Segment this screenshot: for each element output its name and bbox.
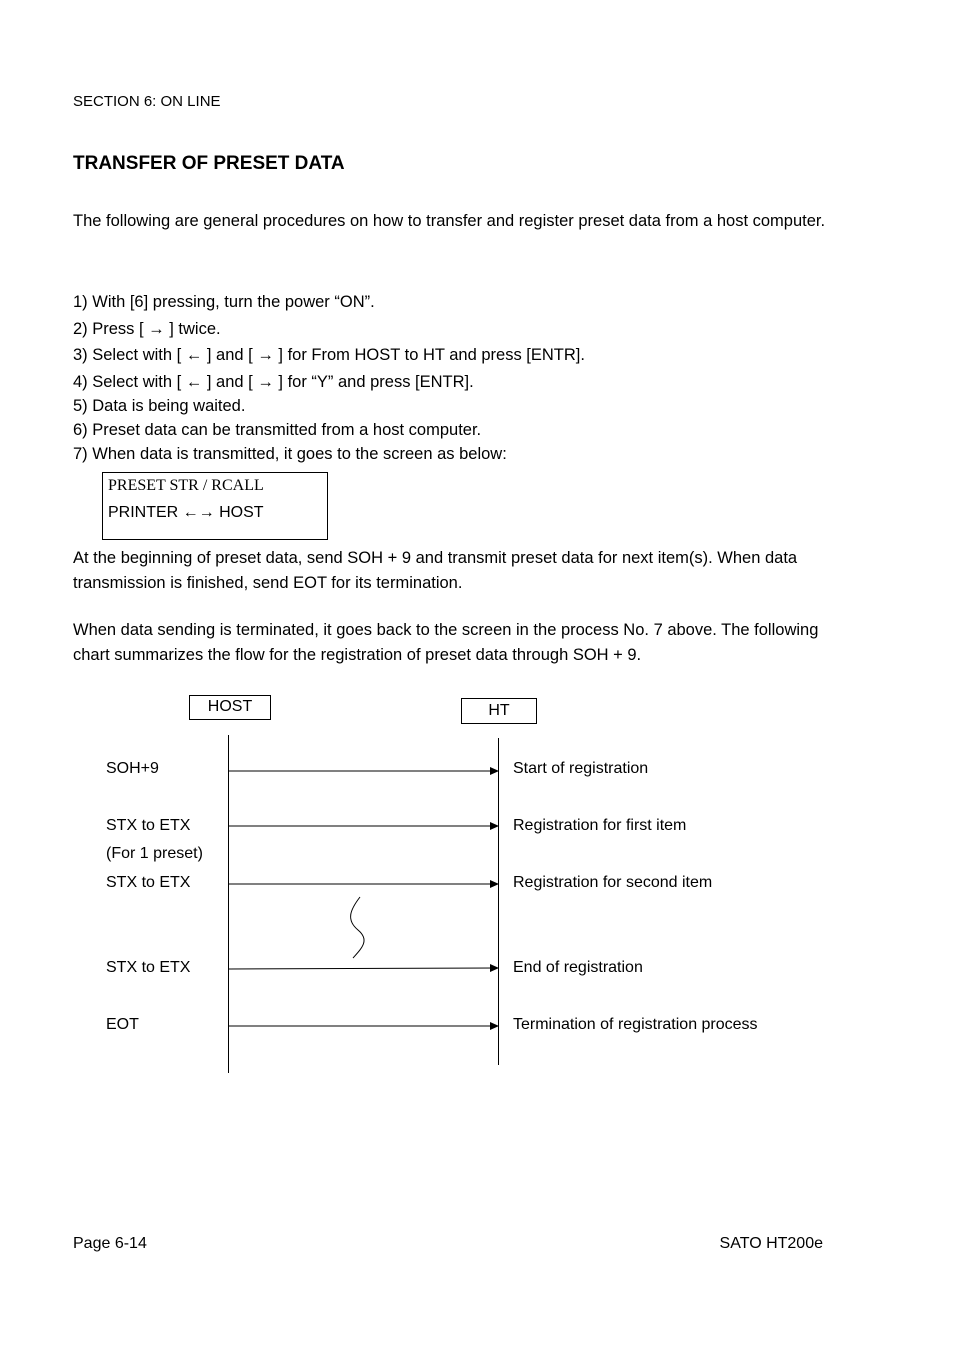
step-3: 3) Select with [ ← ] and [ → ] for From HOST to HT and press [ENTR]. (73, 346, 585, 364)
flow-right-label-5: Termination of registration process (513, 1016, 758, 1033)
flow-left-label-4: STX to ETX (106, 959, 191, 976)
step-7: 7) When data is transmitted, it goes to the screen as below: (73, 445, 507, 463)
host-node: HOST (189, 695, 271, 720)
paragraph-transmission: At the beginning of preset data, send SOH + 9 and transmit preset data for next item(s). When data transmission is finished, send EOT for its termination. (73, 549, 798, 592)
flow-left-label-1: SOH+9 (106, 760, 159, 777)
ht-node: HT (461, 698, 537, 724)
footer-product-name: SATO HT200e (719, 1235, 823, 1252)
section-header: SECTION 6: ON LINE (73, 93, 221, 110)
flow-right-label-4: End of registration (513, 959, 643, 976)
flow-note-one-preset: (For 1 preset) (106, 845, 203, 862)
screen-line-1: PRESET STR / RCALL (108, 477, 264, 494)
step-6: 6) Preset data can be transmitted from a host computer. (73, 421, 482, 439)
step-5: 5) Data is being waited. (73, 397, 246, 415)
page-title: TRANSFER OF PRESET DATA (73, 153, 345, 174)
step-4: 4) Select with [ ← ] and [ → ] for “Y” and press [ENTR]. (73, 373, 474, 391)
screen-line-2: PRINTER ←→ HOST (108, 504, 264, 521)
step-1: 1) With [6] pressing, turn the power “ON”. (73, 293, 375, 311)
flow-left-label-2: STX to ETX (106, 817, 191, 834)
footer-page-number: Page 6-14 (73, 1235, 147, 1252)
intro-paragraph: The following are general procedures on how to transfer and register preset data from a host computer. (73, 212, 826, 230)
paragraph-flow-summary: When data sending is terminated, it goes back to the screen in the process No. 7 above. The following chart summarizes the flow for the registration of preset data through SOH + 9. (73, 621, 819, 664)
flow-left-label-5: EOT (106, 1016, 139, 1033)
arrow-end-registration (229, 968, 498, 969)
flow-right-label-1: Start of registration (513, 760, 649, 777)
step-2: 2) Press [ → ] twice. (73, 320, 221, 338)
flow-left-label-3: STX to ETX (106, 874, 191, 891)
flow-right-label-2: Registration for first item (513, 817, 687, 834)
flow-right-label-3: Registration for second item (513, 874, 713, 891)
break-squiggle (351, 897, 364, 958)
